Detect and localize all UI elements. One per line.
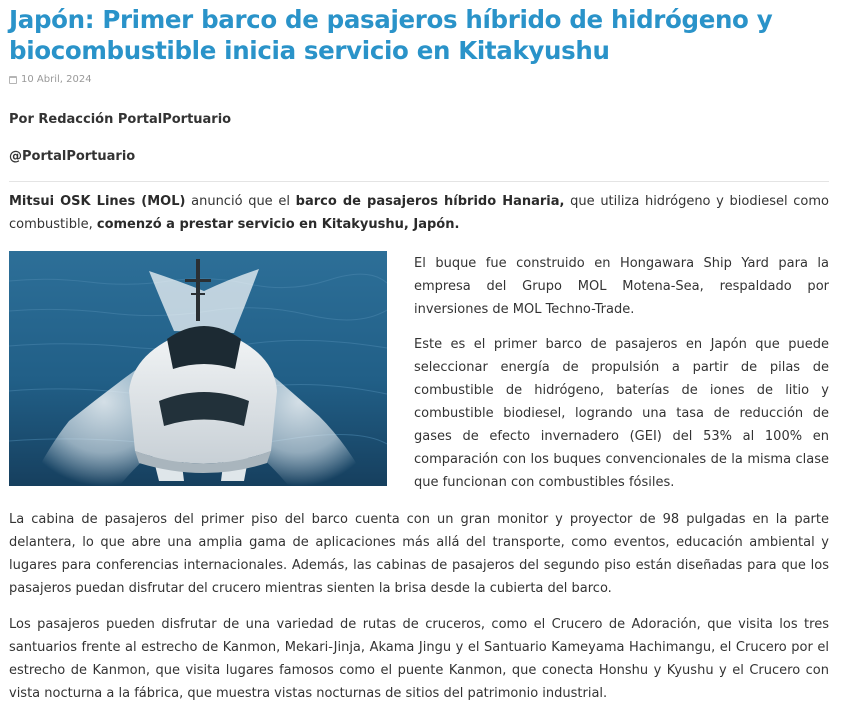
article-byline: Por Redacción PortalPortuario: [9, 112, 232, 127]
article-date-text: 10 Abril, 2024: [21, 74, 92, 85]
ship-photo-illustration: [9, 251, 387, 486]
article-date: [9, 73, 92, 87]
calendar-icon: [9, 76, 17, 84]
article-lead: [9, 190, 829, 236]
ship-photo: [9, 251, 387, 486]
paragraph-3: La cabina de pasajeros del primer piso del barco cuenta con un gran monitor y proyector de 98 pulgadas en la parte delantera, lo que abre una amplia gama de aplicaciones más allá del transporte, como eventos, educación ambiental y lugares para conferencias internacionales. Además, las cabinas de pasajeros del segundo piso están diseñadas para que los pasajeros puedan disfrutar del crucero mientras sienten la brisa desde la cubierta del barco.: [9, 512, 829, 596]
lead-service: comenzó a prestar servicio en Kitakyushu, Japón.: [96, 217, 460, 232]
paragraph-2: Este es el primer barco de pasajeros en Japón que puede seleccionar energía de propulsión a partir de pilas de combustible de hidrógeno, baterías de iones de litio y combustible biodiesel, logrando una tasa de reducción de gases de efecto invernadero (GEI) del 53% al 100% en comparación con los buques convencionales de la misma clase que funcionan con combustibles fósiles.: [414, 337, 829, 490]
lead-ship: barco de pasajeros híbrido Hanaria,: [295, 194, 565, 209]
lead-text-2: que utiliza hidrógeno y biodiesel como combustible,: [9, 194, 829, 232]
lead-text-1: anunció que el: [185, 194, 296, 209]
article-handle: @PortalPortuario: [9, 149, 136, 164]
article-divider: [9, 181, 829, 182]
paragraph-4: Los pasajeros pueden disfrutar de una variedad de rutas de cruceros, como el Crucero de Adoración, que visita los tres santuarios frente al estrecho de Kanmon, Mekari-Jinja, Akama Jingu y el Santuario Kameyama Hachimangu, el Crucero por el estrecho de Kanmon, que visita lugares famosos como el puente Kanmon, que conecta Honshu y Kyushu y el Crucero con vista nocturna a la fábrica, que muestra vistas nocturnas de sitios del patrimonio industrial.: [9, 617, 829, 701]
lead-company: Mitsui OSK Lines (MOL): [9, 194, 186, 209]
paragraph-1: El buque fue construido en Hongawara Ship Yard para la empresa del Grupo MOL Motena-Sea, respaldado por inversiones de MOL Techno-Trade.: [414, 256, 829, 317]
article-title: Japón: Primer barco de pasajeros híbrido de hidrógeno y biocombustible inicia servicio en Kitakyushu: [9, 5, 773, 65]
